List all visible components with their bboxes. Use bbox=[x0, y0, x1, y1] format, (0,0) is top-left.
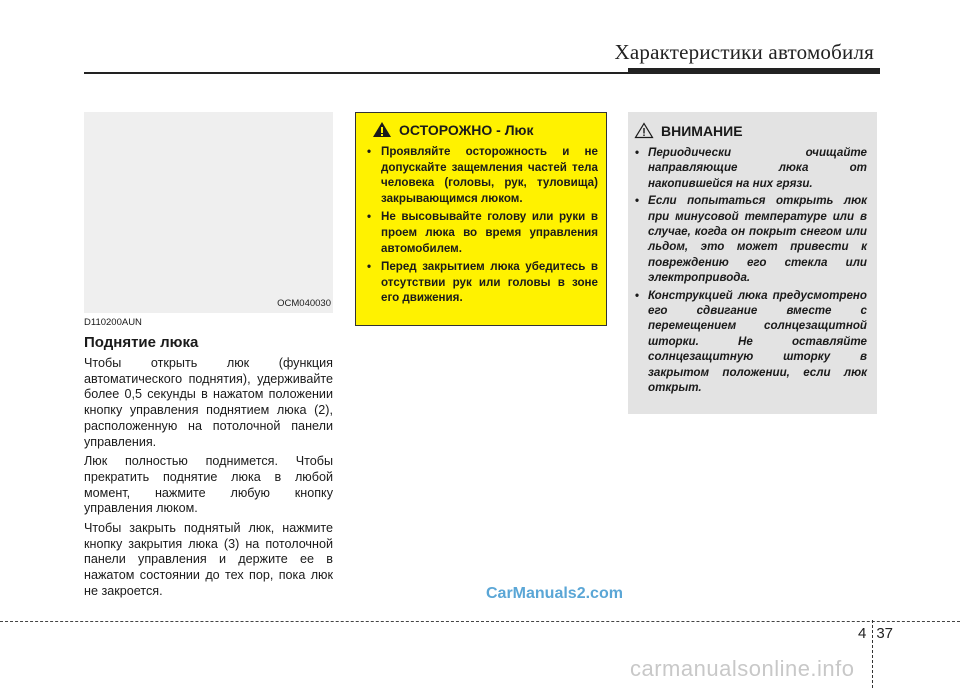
text-column bbox=[84, 315, 333, 604]
page-number bbox=[858, 625, 893, 642]
caution-item: • Если попытаться открыть люк при минусовой температуре или в случае, когда он покрыт снегом или льдом, это может привести к повреждению его стекла или электропривода. bbox=[635, 194, 867, 285]
caution-triangle-icon bbox=[634, 122, 654, 139]
caution-title: ВНИМАНИЕ bbox=[661, 122, 743, 139]
section-ref-code: D110200AUN bbox=[84, 317, 142, 328]
warning-triangle-icon bbox=[372, 121, 392, 138]
section-title: Поднятие люка bbox=[84, 334, 199, 351]
footer-rule bbox=[0, 621, 960, 622]
warning-item: • Не высовывайте голову или руки в проем люка во время управления автомобилем. bbox=[367, 210, 598, 255]
warning-item: • Перед закрытием люка убедитесь в отсутствии рук или головы в зоне его движения. bbox=[367, 260, 598, 305]
footer-site-watermark: carmanualsonline.info bbox=[630, 656, 855, 681]
figure-code: OCM040030 bbox=[277, 298, 331, 309]
caution-item: • Периодически очищайте направляющие люка от накопившейся на них грязи. bbox=[635, 146, 867, 190]
warning-header bbox=[372, 121, 598, 138]
paragraph-stop: Люк полностью поднимется. Чтобы прекратить поднятие люка в любой момент, нажмите любую кнопку управления люком. bbox=[84, 454, 333, 516]
caution-header bbox=[634, 122, 867, 139]
chapter-header-title: Характеристики автомобиля bbox=[614, 40, 874, 64]
page-chapter: 4 bbox=[858, 625, 867, 642]
paragraph-close: Чтобы закрыть поднятый люк, нажмите кнопку закрытия люка (3) на потолочной панели управления и держите ее в нажатом состоянии до тех пор, пока люк не закроется. bbox=[84, 521, 333, 598]
warning-item: • Проявляйте осторожность и не допускайте защемления частей тела человека (головы, рук, туловища) закрывающимся люком. bbox=[367, 145, 598, 205]
sunroof-illustration bbox=[84, 112, 333, 313]
paragraph-open: Чтобы открыть люк (функция автоматического поднятия), удерживайте более 0,5 секунды в нажатом положении кнопку управления поднятием люка (2), расположенную на потолочной панели управления. bbox=[84, 356, 333, 449]
page-number-value: 37 bbox=[876, 625, 894, 642]
watermark-link[interactable]: CarManuals2.com bbox=[486, 585, 623, 602]
warning-title: ОСТОРОЖНО - Люк bbox=[399, 121, 534, 138]
warning-box bbox=[355, 112, 607, 326]
header-rule bbox=[84, 72, 880, 74]
caution-item: • Конструкцией люка предусмотрено его сдвигание вместе с перемещением солнцезащитной шторки. Не оставляйте солнцезащитную шторку в закрытом положении, если люк открыт. bbox=[635, 288, 867, 395]
caution-box bbox=[628, 112, 877, 414]
